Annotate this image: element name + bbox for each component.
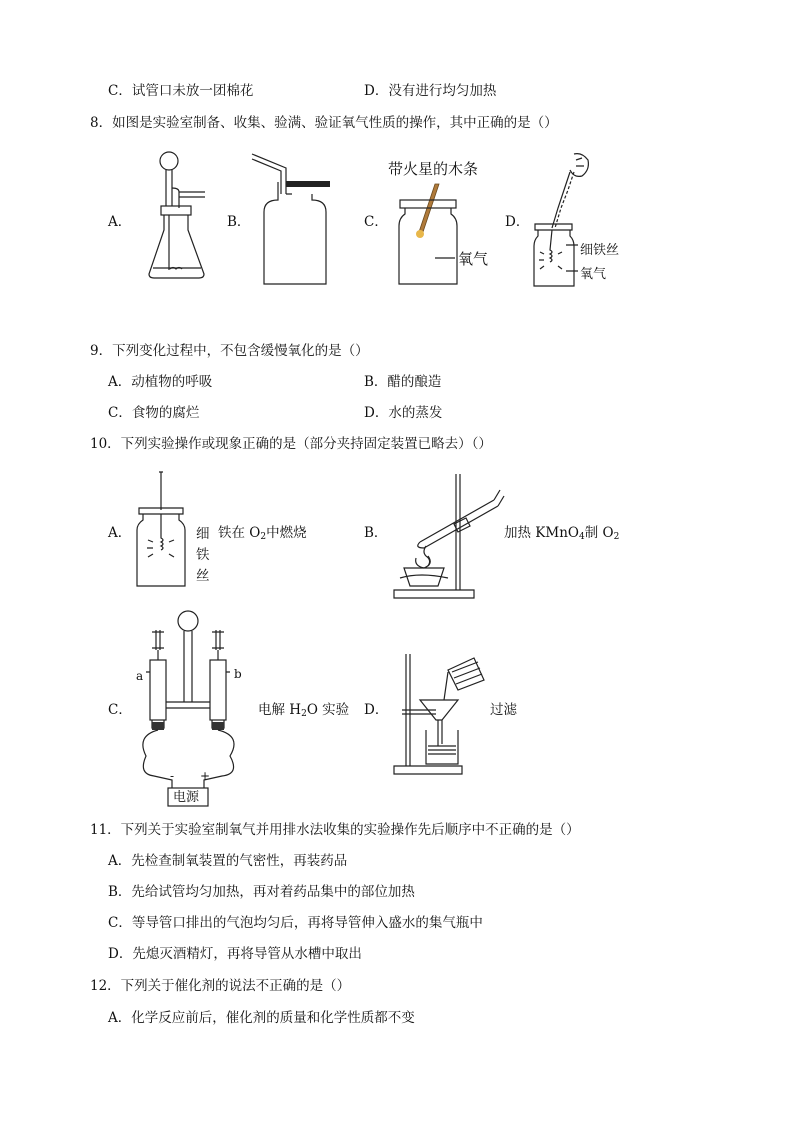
q10-figure-c-power: 电源	[173, 790, 200, 805]
q8-figure-c-label-splint: 带火星的木条	[388, 160, 479, 178]
q11-option-b: B．先给试管均匀加热，再对着药品集中的部位加热	[108, 884, 415, 900]
q10-caption-a: 铁在 $O_2$中燃烧	[218, 525, 307, 542]
q8-stem: 8．如图是实验室制备、收集、验满、验证氧气性质的操作，其中正确的是（）	[90, 115, 558, 131]
q10-figure-c-label-b: b	[234, 667, 242, 681]
q10-figure-a-label-1: 细	[196, 526, 210, 542]
q9-option-b: B．醋的酿造	[364, 374, 442, 390]
q10-caption-d: 过滤	[490, 702, 517, 718]
q8-option-d: D．	[505, 214, 530, 230]
q10-option-b: B．	[364, 525, 388, 541]
q7-option-d: D．没有进行均匀加热	[364, 83, 497, 99]
q10-figure-c-label-a: a	[136, 669, 144, 683]
q10-caption-b: 加热 KMnO$_4$制 $O_2$	[504, 525, 620, 542]
q10-stem: 10．下列实验操作或现象正确的是（部分夹持固定装置已略去）（）	[90, 436, 492, 452]
q8-figure-b-gas-bottle	[248, 152, 338, 287]
q8-option-b: B．	[227, 214, 251, 230]
q8-option-c: C．	[364, 214, 388, 230]
q10-option-a: A．	[108, 525, 132, 541]
q8-figure-c-label-oxygen: 氧气	[458, 250, 489, 268]
q10-figure-b-heating-kmno4	[390, 468, 510, 604]
q10-figure-a-label-2: 铁	[196, 547, 210, 563]
q10-option-d: D．	[364, 702, 389, 718]
q10-figure-d-filtration	[392, 650, 492, 778]
q10-figure-a-iron-bottle	[135, 470, 195, 590]
q10-caption-c: 电解 $H_2O$ 实验	[258, 702, 350, 719]
q12-option-a: A．化学反应前后，催化剂的质量和化学性质都不变	[108, 1010, 415, 1026]
q12-stem: 12．下列关于催化剂的说法不正确的是（）	[90, 978, 351, 994]
q10-figure-a-label-3: 丝	[196, 568, 210, 584]
q9-option-a: A．动植物的呼吸	[108, 374, 213, 390]
q8-figure-d-label-oxygen: 氧气	[580, 267, 607, 282]
q11-option-c: C．等导管口排出的气泡均匀后，再将导管伸入盛水的集气瓶中	[108, 915, 483, 931]
q11-stem: 11．下列关于实验室制氧气并用排水法收集的实验操作先后顺序中不正确的是（）	[90, 822, 580, 838]
q7-option-c: C．试管口未放一团棉花	[108, 83, 254, 99]
q8-figure-c-splint-test	[395, 180, 505, 290]
q9-option-d: D．水的蒸发	[364, 405, 443, 421]
q8-figure-a-conical-flask	[145, 150, 215, 285]
q8-option-a: A．	[108, 214, 132, 230]
q10-figure-c-plus: +	[200, 769, 211, 783]
q10-figure-c-electrolysis	[132, 610, 258, 806]
q11-option-d: D．先熄灭酒精灯，再将导管从水槽中取出	[108, 946, 362, 962]
q9-option-c: C．食物的腐烂	[108, 405, 200, 421]
q10-figure-c-minus: -	[170, 769, 175, 783]
q11-option-a: A．先检查制氧装置的气密性，再装药品	[108, 853, 348, 869]
q9-stem: 9．下列变化过程中，不包含缓慢氧化的是（）	[90, 343, 369, 359]
q10-option-c: C．	[108, 702, 132, 718]
q8-figure-d-label-wire: 细铁丝	[580, 243, 620, 258]
